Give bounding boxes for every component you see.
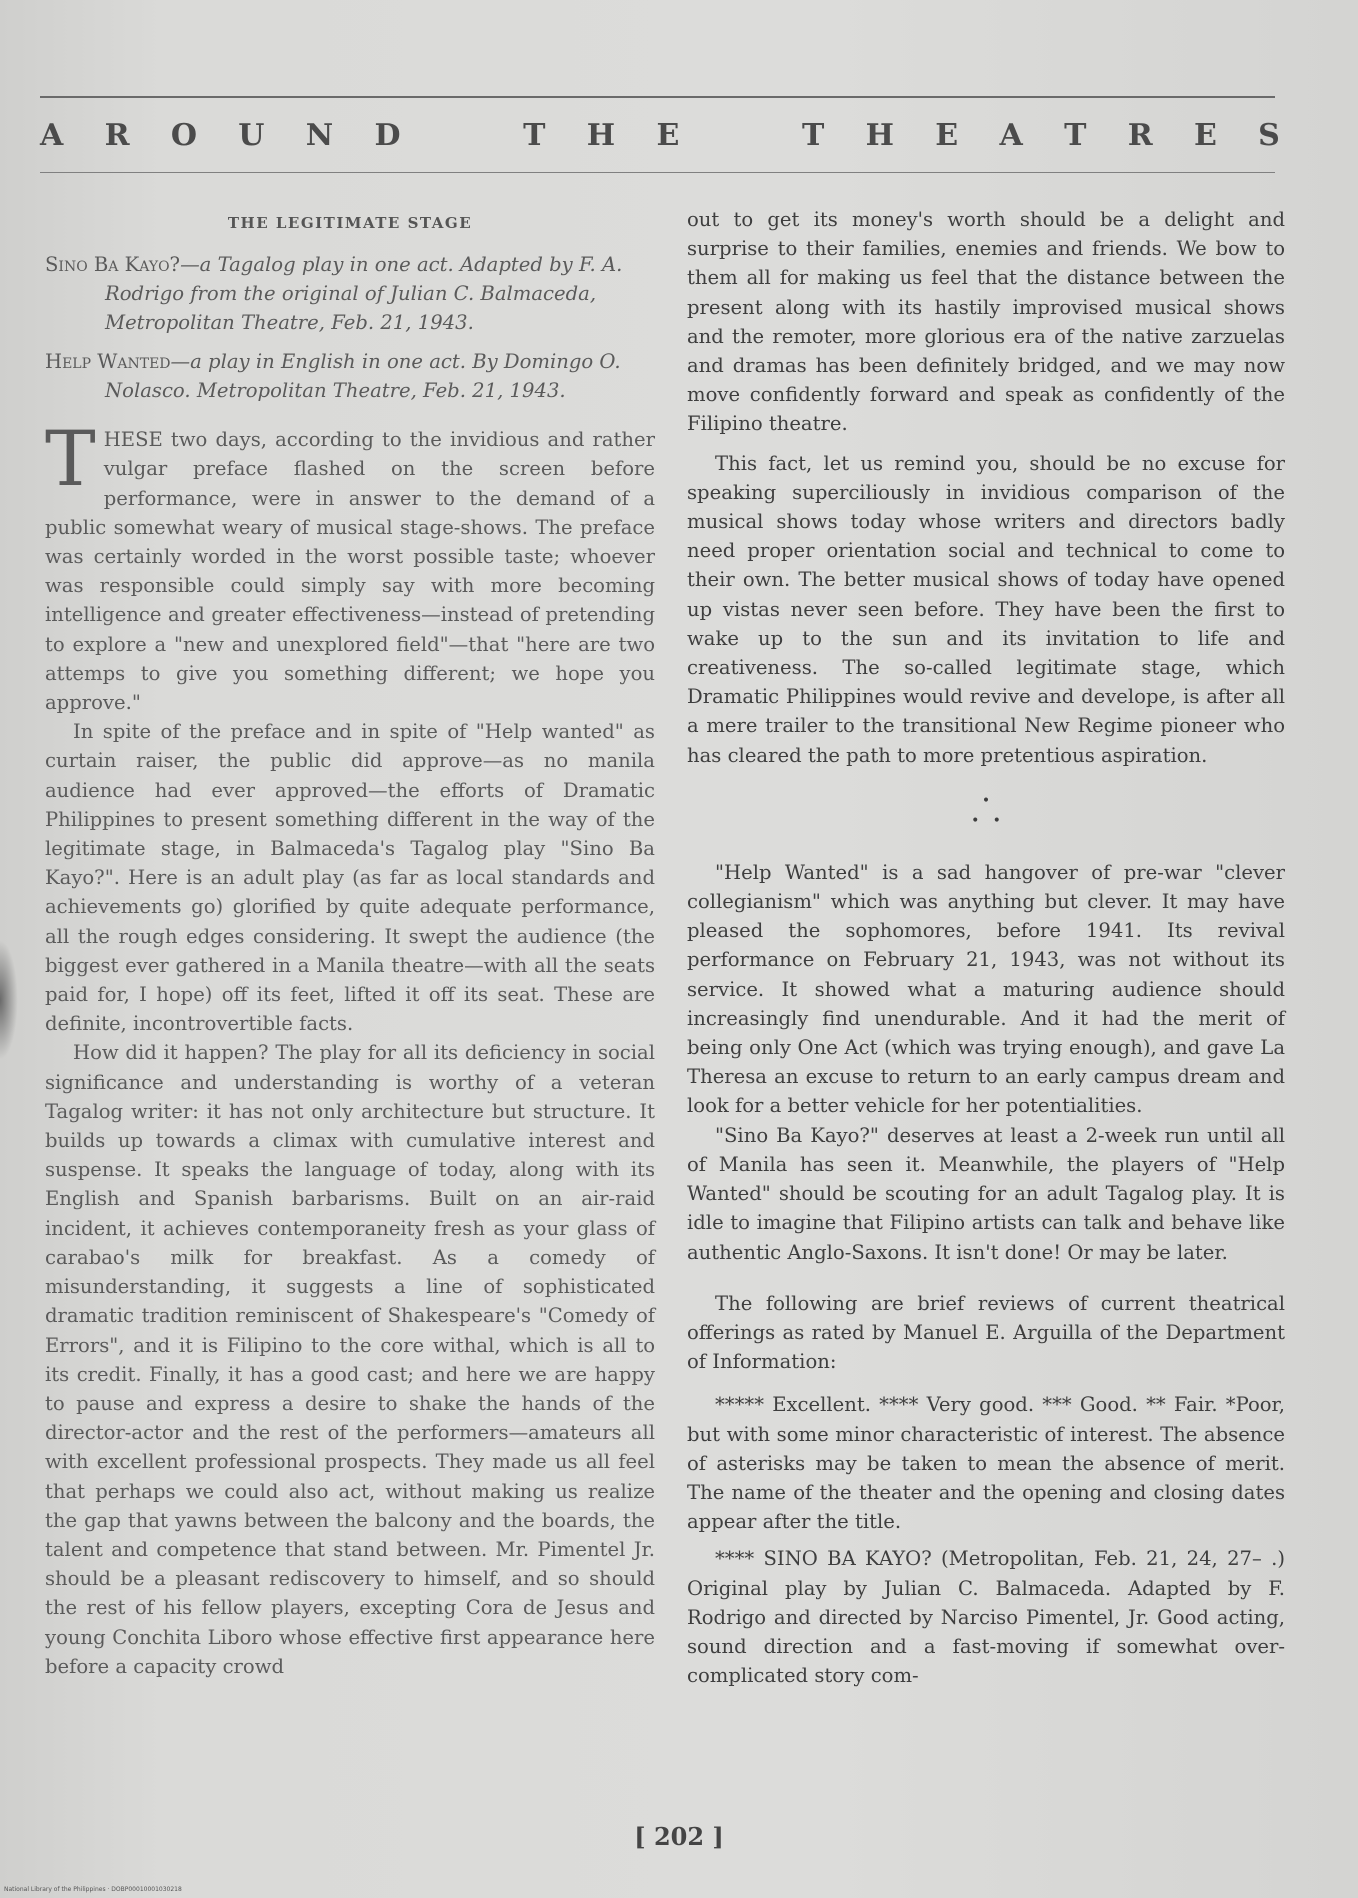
paragraph: "Help Wanted" is a sad hangover of pre-war "clever collegianism" which was anything but clever. It may have pleased the sophomores, before 1941. Its revival performance on February 21, 1943, was not without its service. It showed what a maturing audience should increasingly find unendurable. And it had the merit of being only One Act (which was trying enough), and gave La Theresa an excuse to return to an early campus dream and look for a better vehicle for her potentialities. (687, 860, 1285, 1118)
page-number: [ 202 ] (634, 1822, 724, 1851)
banner-letter: R (104, 118, 130, 153)
banner-letter: R (1127, 118, 1153, 153)
banner-letter: S (1258, 118, 1280, 153)
section-separator (687, 788, 1285, 828)
paragraph: out to get its money's worth should be a delight and surprise to their families, enemies and friends. We bow to them all for making us feel that the distance between the present along with its hastily improvised musical shows and the remoter, more glorious era of the native zarzuelas and dramas has been definitely bridged, and we may now move confidently forward and speak as confidently of the Filipino theatre. (687, 208, 1285, 436)
banner-letter: D (374, 118, 401, 153)
scan-credit: National Library of the Philippines · DOBP00010001030218 (4, 1886, 182, 1893)
section-heading: THE LEGITIMATE STAGE (227, 214, 473, 232)
play-entry (45, 250, 655, 337)
banner-letter: O (170, 118, 197, 153)
paragraph: ***** Excellent. **** Very good. *** Good. ** Fair. *Poor, but with some minor characteristic of interest. The absence of asterisks may be taken to mean the absence of merit. The name of the theater and the opening and closing dates appear after the title. (687, 1393, 1285, 1534)
banner-letter: U (238, 118, 265, 153)
section-banner (40, 118, 1280, 153)
banner-letter: H (586, 118, 616, 153)
banner-letter: A (999, 118, 1023, 153)
play-title: Help Wanted (45, 350, 171, 374)
header-rule-top (40, 96, 1275, 98)
header-rule-bottom (40, 172, 1275, 173)
paragraph-text: HESE two days, according to the invidious and rather vulgar preface flashed on the screen before performance, were in answer to the demand of a public somewhat weary of musical stage-shows. The preface was certainly worded in the worst possible taste; whoever was responsible could simply say with more becoming intelligence and greater effectiveness—instead of pretending to explore a "new and unexplored field"—that "here are two attemps to give you something different; we hope you approve." (45, 428, 655, 715)
banner-letter: T (801, 118, 825, 153)
separator-dot: • (981, 792, 991, 809)
paragraph: How did it happen? The play for all its deficiency in social significance and understanding is worthy of a veteran Tagalog writer: it has not only architecture but structure. It builds up towards a climax with cumulative interest and suspense. It speaks the language of today, along with its English and Spanish barbarisms. Built on an air-raid incident, it achieves contemporaneity fresh as your glass of carabao's milk for breakfast. As a comedy of misunderstanding, it suggests a line of sophisticated dramatic tradition reminiscent of Shakespeare's "Comedy of Errors", and it is Filipino to the core withal, which is all to its credit. Finally, it has a good cast; and here we are happy to pause and express a desire to shake the hands of the director-actor and the rest of the performers—amateurs all with excellent professional prospects. They made us all feel that perhaps we could also act, without making us realize the gap that yawns between the balcony and the boards, the talent and competence that stand between. Mr. Pimentel Jr. should be a pleasant rediscovery to himself, and so should the rest of his fellow players, excepting Cora de Jesus and young Conchita Liboro whose effective first appearance here before a capacity crowd (45, 1041, 655, 1678)
banner-letter: E (1193, 118, 1217, 153)
play-title: Sino Ba Kayo? (45, 253, 181, 277)
paragraph: **** SINO BA KAYO? (Metropolitan, Feb. 21, 24, 27– .) Original play by Julian C. Balmaceda. Adapted by F. Rodrigo and directed by Narciso Pimentel, Jr. Good acting, sound direction and a fast-moving if somewhat over-complicated story com- (687, 1547, 1285, 1688)
paragraph: The following are brief reviews of current theatrical offerings as rated by Manuel E. Arguilla of the Department of Information: (687, 1291, 1285, 1374)
right-column (687, 205, 1285, 1690)
play-description: —a Tagalog play in one act. Adapted by F. A. Rodrigo from the original of Julian C. Balmaceda, Metropolitan Theatre, Feb. 21, 1943. (105, 253, 623, 335)
left-column (45, 205, 655, 1681)
paragraph: In spite of the preface and in spite of "Help wanted" as curtain raiser, the public did approve—as no manila audience had ever approved—the efforts of Dramatic Philippines to present something different in the way of the legitimate stage, in Balmaceda's Tagalog play "Sino Ba Kayo?". Here is an adult play (as far as local standards and achievements go) glorified by quite adequate performance, all the rough edges considering. It swept the audience (the biggest ever gathered in a Manila theatre—with all the seats paid for, I hope) off its feet, lifted it off its seat. These are definite, incontrovertible facts. (45, 720, 655, 1036)
paragraph: "Sino Ba Kayo?" deserves at least a 2-week run until all of Manila has seen it. Meanwhile, the players of "Help Wanted" should be scouting for an adult Tagalog play. It is idle to imagine that Filipino artists can talk and behave like authentic Anglo-Saxons. It isn't done! Or may be later. (687, 1123, 1285, 1264)
banner-letter: H (865, 118, 894, 153)
banner-letter: A (40, 118, 64, 153)
banner-letter: E (656, 118, 680, 153)
separator-dots: • • (971, 812, 1001, 829)
paragraph: This fact, let us remind you, should be no excuse for speaking superciliously in invidious comparison of the musical shows today whose writers and directors badly need proper orientation social and technical to come to their own. The better musical shows of today have opened up vistas never seen before. They have been the first to wake up to the sun and its invitation to life and creativeness. The so-called legitimate stage, which Dramatic Philippines would revive and develope, is after all a mere trailer to the transitional New Regime pioneer who has cleared the path to more pretentious aspiration. (687, 451, 1285, 767)
binding-shadow (0, 940, 18, 1060)
play-entry (45, 347, 655, 405)
play-description: —a play in English in one act. By Domingo O. Nolasco. Metropolitan Theatre, Feb. 21, 1943. (105, 350, 621, 403)
drop-cap: T (45, 414, 96, 504)
banner-letter: T (523, 118, 546, 153)
banner-letter: N (305, 118, 334, 153)
banner-letter: E (935, 118, 959, 153)
paragraph (45, 414, 655, 717)
banner-letter: T (1064, 118, 1087, 153)
